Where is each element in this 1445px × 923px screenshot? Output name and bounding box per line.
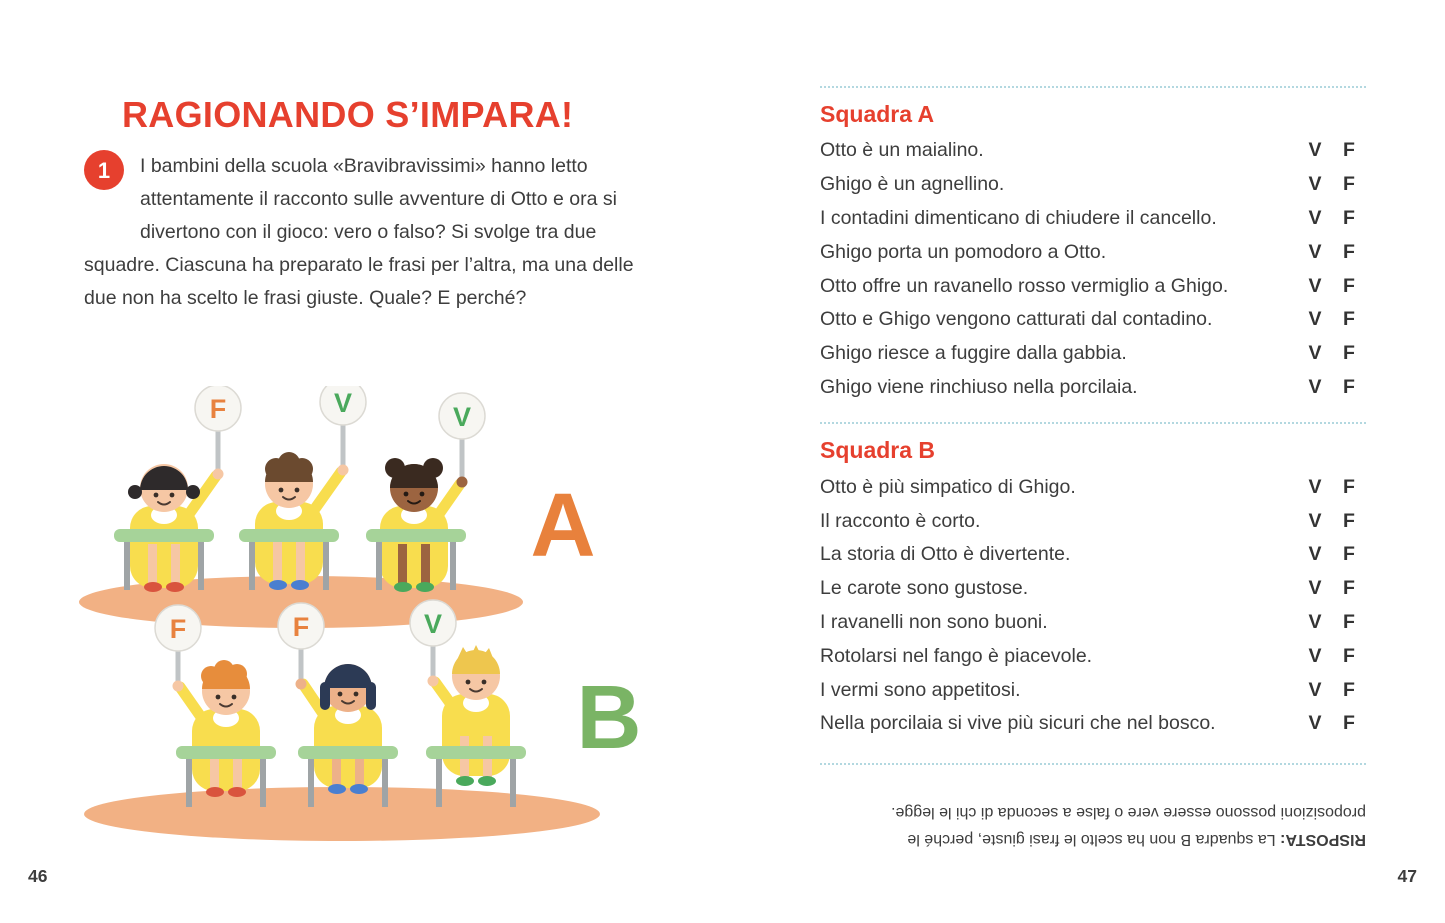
vf-paddle xyxy=(439,393,485,488)
falso-option[interactable]: F xyxy=(1343,173,1355,196)
falso-option[interactable]: F xyxy=(1343,678,1355,701)
statement-row xyxy=(820,504,1366,538)
paddle-letter: V xyxy=(452,402,472,432)
paddle-letter: F xyxy=(169,614,187,644)
statement-text: Nella porcilaia si vive più sicuri che nel bosco. xyxy=(820,712,1216,735)
vf-paddle xyxy=(195,386,241,480)
student-boy-blond-hair xyxy=(435,645,510,786)
dotted-separator xyxy=(820,86,1366,88)
falso-option[interactable]: F xyxy=(1343,375,1355,398)
squadra-a-heading: Squadra A xyxy=(820,101,935,127)
statement-text: I contadini dimenticano di chiudere il cancello. xyxy=(820,206,1217,229)
paddle-letter: V xyxy=(333,388,353,418)
vero-option[interactable]: V xyxy=(1308,173,1322,196)
dotted-separator xyxy=(820,763,1366,765)
squadra-b-heading: Squadra B xyxy=(820,437,936,464)
vero-option[interactable]: V xyxy=(1308,240,1322,263)
statement-row xyxy=(820,337,1366,371)
vero-option[interactable]: V xyxy=(1308,678,1322,701)
vf-paddle xyxy=(155,605,201,692)
answer-text: La squadra B non ha scelto le frasi giuste, perché le proposizioni possono essere vere o false a seconda di chi le legge. xyxy=(891,803,1366,848)
statement-text: Le carote sono gustose. xyxy=(820,577,1029,600)
falso-option[interactable]: F xyxy=(1343,644,1355,667)
statement-row xyxy=(820,371,1366,405)
classroom-illustration-svg xyxy=(76,386,642,848)
statement-row xyxy=(820,639,1366,673)
falso-option[interactable]: F xyxy=(1343,543,1355,566)
page-title: RAGIONANDO S’IMPARA! xyxy=(122,94,574,136)
falso-option[interactable]: F xyxy=(1343,509,1355,532)
vero-option[interactable]: V xyxy=(1308,206,1322,229)
vero-option[interactable]: V xyxy=(1308,375,1322,398)
exercise-number-badge: 1 xyxy=(84,150,124,190)
ground-blob-bottom xyxy=(84,787,600,841)
statement-text: Rotolarsi nel fango è piacevole. xyxy=(820,644,1093,667)
answer-upside-down xyxy=(874,799,1366,853)
statement-row xyxy=(820,707,1366,741)
statement-row xyxy=(820,606,1366,640)
falso-option[interactable]: F xyxy=(1343,475,1355,498)
page-number-left: 46 xyxy=(28,866,48,886)
squadra-a-list xyxy=(820,134,1366,404)
classroom-illustration xyxy=(76,386,642,848)
vero-option[interactable]: V xyxy=(1308,475,1322,498)
statement-text: La storia di Otto è divertente. xyxy=(820,543,1071,566)
statement-row xyxy=(820,673,1366,707)
vero-option[interactable]: V xyxy=(1308,509,1322,532)
falso-option[interactable]: F xyxy=(1343,206,1355,229)
vf-paddle xyxy=(320,386,366,476)
falso-option[interactable]: F xyxy=(1343,274,1355,297)
falso-option[interactable]: F xyxy=(1343,139,1355,162)
statement-row xyxy=(820,235,1366,269)
statement-row xyxy=(820,202,1366,236)
team-b-letter: B xyxy=(576,668,642,768)
statement-row xyxy=(820,269,1366,303)
vf-paddle xyxy=(278,603,324,690)
vero-option[interactable]: V xyxy=(1308,610,1322,633)
squadra-b-list xyxy=(820,470,1366,740)
statement-row xyxy=(820,538,1366,572)
statement-text: I vermi sono appetitosi. xyxy=(820,678,1021,701)
statement-row xyxy=(820,168,1366,202)
statement-text: I ravanelli non sono buoni. xyxy=(820,610,1048,633)
vero-option[interactable]: V xyxy=(1308,543,1322,566)
page-number-right: 47 xyxy=(1397,866,1417,886)
statement-text: Otto è un maialino. xyxy=(820,139,984,162)
right-page xyxy=(820,0,1366,853)
paddle-letter: V xyxy=(423,609,443,639)
statement-text: Ghigo viene rinchiuso nella porcilaia. xyxy=(820,375,1138,398)
falso-option[interactable]: F xyxy=(1343,308,1355,331)
vf-paddle xyxy=(410,600,456,687)
statement-text: Ghigo è un agnellino. xyxy=(820,173,1005,196)
vero-option[interactable]: V xyxy=(1308,274,1322,297)
exercise-number-float xyxy=(84,150,124,224)
statement-text: Ghigo porta un pomodoro a Otto. xyxy=(820,240,1107,263)
falso-option[interactable]: F xyxy=(1343,240,1355,263)
student-girl-afro-puffs xyxy=(380,458,460,592)
exercise-intro xyxy=(84,150,650,315)
falso-option[interactable]: F xyxy=(1343,577,1355,600)
vero-option[interactable]: V xyxy=(1308,342,1322,365)
falso-option[interactable]: F xyxy=(1343,610,1355,633)
falso-option[interactable]: F xyxy=(1343,712,1355,735)
exercise-intro-text: I bambini della scuola «Bravibravissimi» hanno letto attentamente il racconto sulle avventure di Otto e ora si divertono con il gioco: vero o falso? Si svolge tra due squadre. Ciascuna ha preparato le frasi per l’altra, ma una delle due non ha scelto le frasi giuste. Quale? E perché? xyxy=(84,155,634,309)
answer-label: RISPOSTA: xyxy=(1280,830,1366,848)
vero-option[interactable]: V xyxy=(1308,139,1322,162)
statement-row xyxy=(820,572,1366,606)
statement-row xyxy=(820,470,1366,504)
vero-option[interactable]: V xyxy=(1308,308,1322,331)
vero-option[interactable]: V xyxy=(1308,712,1322,735)
statement-text: Otto offre un ravanello rosso vermiglio a Ghigo. xyxy=(820,274,1229,297)
student-girl-navy-hair xyxy=(303,664,382,794)
paddle-letter: F xyxy=(209,394,227,424)
statement-text: Otto è più simpatico di Ghigo. xyxy=(820,475,1076,498)
statement-text: Ghigo riesce a fuggire dalla gabbia. xyxy=(820,342,1127,365)
paddle-letter: F xyxy=(292,612,310,642)
vero-option[interactable]: V xyxy=(1308,577,1322,600)
statement-row xyxy=(820,134,1366,168)
statement-text: Il racconto è corto. xyxy=(820,509,981,532)
falso-option[interactable]: F xyxy=(1343,342,1355,365)
statement-text: Otto e Ghigo vengono catturati dal contadino. xyxy=(820,308,1213,331)
statement-row xyxy=(820,303,1366,337)
vero-option[interactable]: V xyxy=(1308,644,1322,667)
team-a-letter: A xyxy=(530,476,596,576)
dotted-separator xyxy=(820,422,1366,424)
